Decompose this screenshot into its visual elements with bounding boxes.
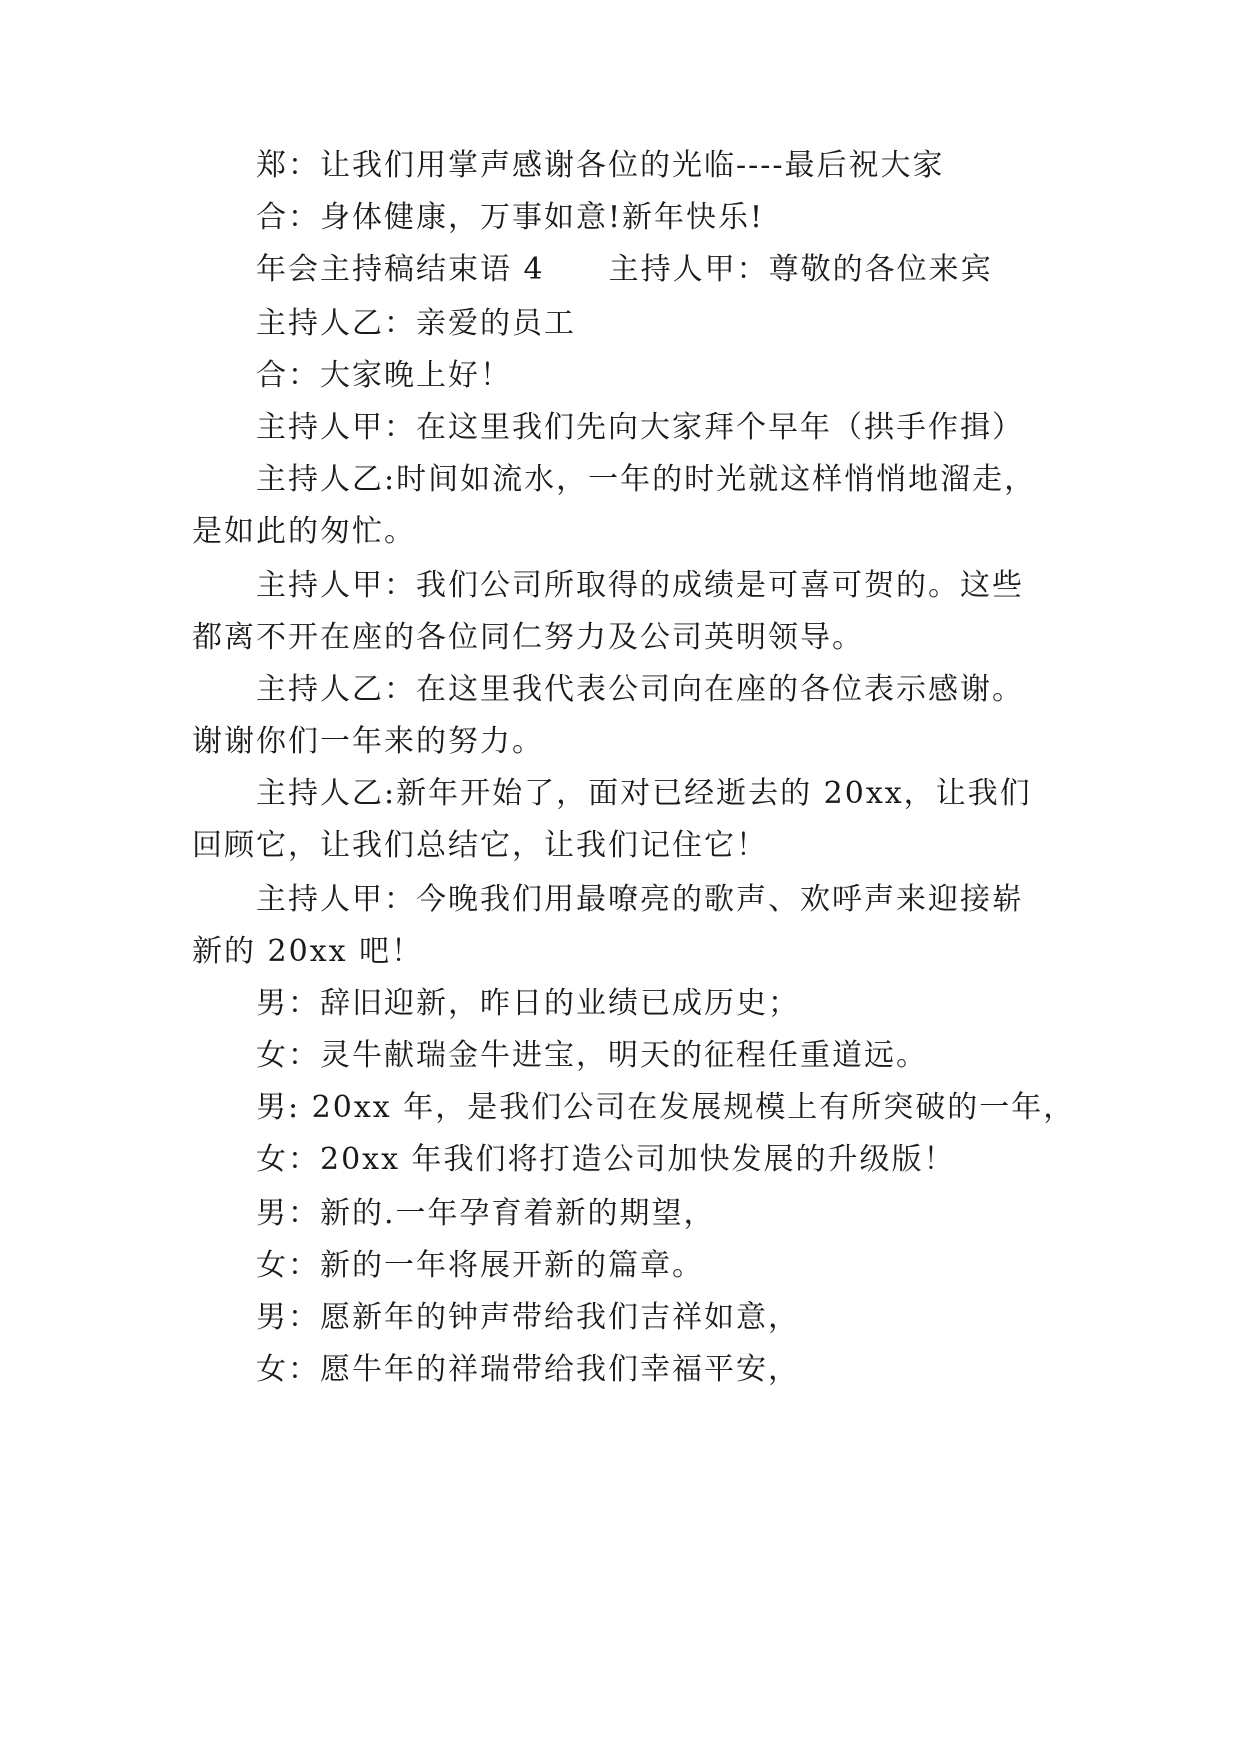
text-line: 主持人甲：今晚我们用最嘹亮的歌声、欢呼声来迎接崭: [256, 882, 1024, 917]
text-line: 男：愿新年的钟声带给我们吉祥如意，: [256, 1300, 800, 1335]
text-line: 郑：让我们用掌声感谢各位的光临----最后祝大家: [256, 148, 945, 183]
text-line: 主持人乙：在这里我代表公司向在座的各位表示感谢。: [256, 672, 1024, 707]
text-line: 主持人乙:时间如流水，一年的时光就这样悄悄地溜走，: [256, 462, 1037, 497]
text-line: 女：灵牛献瑞金牛进宝，明天的征程任重道远。: [256, 1038, 928, 1073]
text-line: 合：身体健康，万事如意!新年快乐!: [256, 200, 765, 235]
text-line: 主持人乙:新年开始了，面对已经逝去的 20xx，让我们: [256, 776, 1032, 811]
text-line: 主持人甲：我们公司所取得的成绩是可喜可贺的。这些: [256, 568, 1024, 603]
text-line: 男：辞旧迎新，昨日的业绩已成历史；: [256, 986, 800, 1021]
text-line: 女：20xx 年我们将打造公司加快发展的升级版！: [256, 1142, 956, 1177]
text-line: 主持人甲：在这里我们先向大家拜个早年（拱手作揖）: [256, 410, 1024, 445]
text-line: 男：新的.一年孕育着新的期望，: [256, 1196, 716, 1231]
text-line: 都离不开在座的各位同仁努力及公司英明领导。: [192, 620, 864, 655]
text-line: 女：新的一年将展开新的篇章。: [256, 1248, 704, 1283]
text-line: 年会主持稿结束语 4 主持人甲：尊敬的各位来宾: [256, 252, 993, 287]
text-line: 主持人乙：亲爱的员工: [256, 306, 576, 341]
text-line: 回顾它，让我们总结它，让我们记住它！: [192, 828, 768, 863]
text-line: 是如此的匆忙。: [192, 514, 416, 549]
text-line: 女：愿牛年的祥瑞带给我们幸福平安，: [256, 1352, 800, 1387]
text-line: 合：大家晚上好！: [256, 358, 512, 393]
text-line: 新的 20xx 吧！: [192, 934, 424, 969]
text-line: 谢谢你们一年来的努力。: [192, 724, 544, 759]
text-line: 男: 20xx 年，是我们公司在发展规模上有所突破的一年，: [256, 1090, 1076, 1125]
